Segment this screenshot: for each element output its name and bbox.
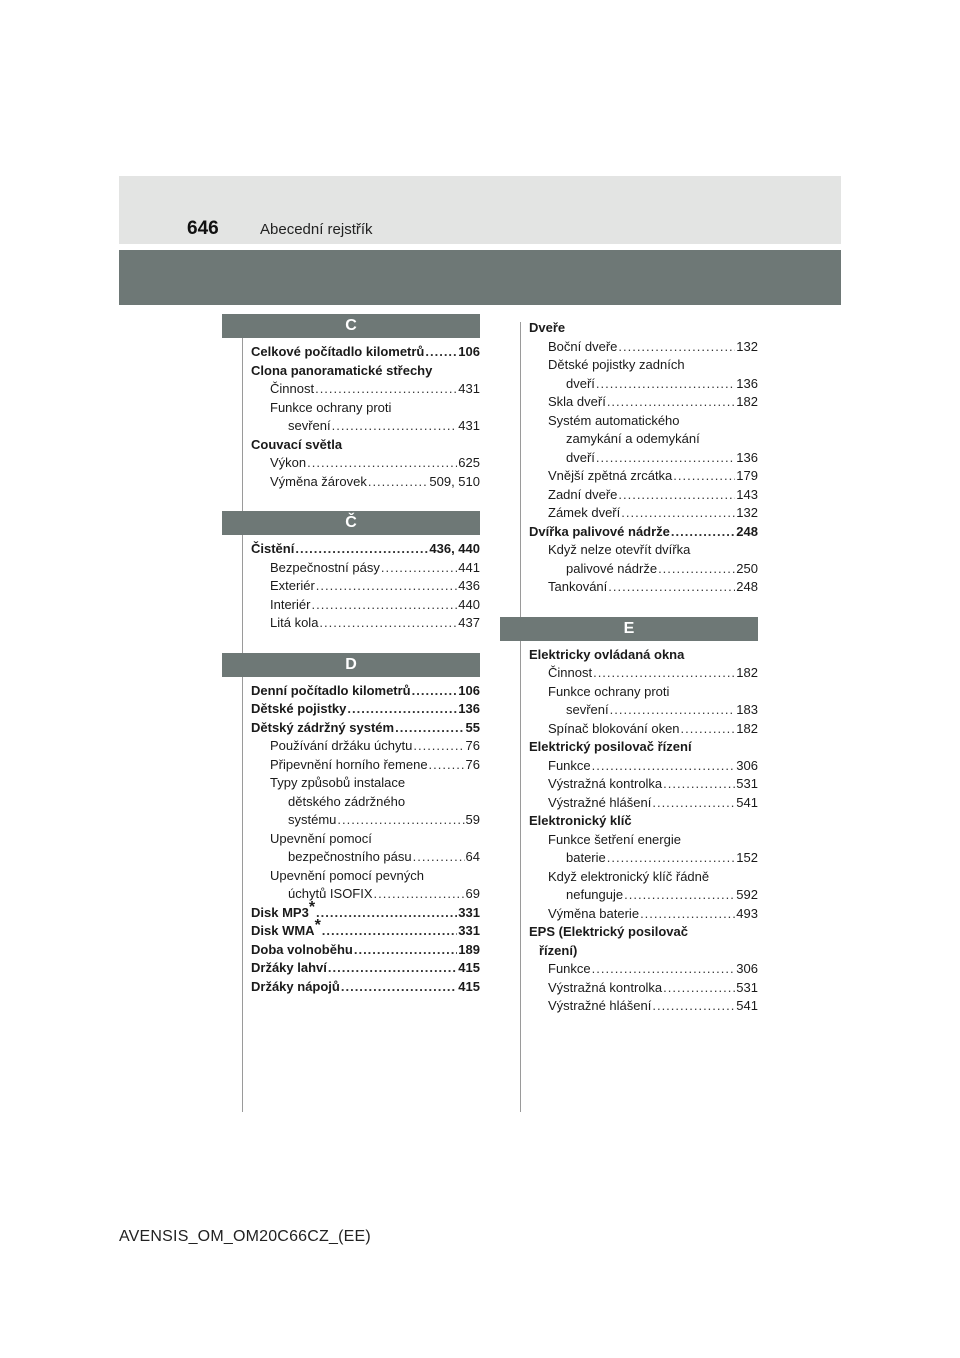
index-entry [251,756,480,775]
dot-leader [652,794,735,813]
index-entry-text: bezpečnostního pásu [288,849,412,864]
index-entry [251,559,480,578]
index-column-right [529,319,758,1016]
index-entry-text: Výkon [270,455,307,470]
page-title: Abecední rejstřík [260,221,373,238]
index-entry [529,923,758,942]
index-entry-text: Elektrický posilovač řízení [529,739,692,754]
index-entry-text: EPS (Elektrický posilovač [529,924,688,939]
index-page-number: 59 [465,812,480,827]
dot-leader [337,811,464,830]
index-entry [529,960,758,979]
dot-leader [610,701,736,720]
dot-leader [596,375,735,394]
index-entry-text: baterie [566,850,606,865]
index-entry-text: Dětské pojistky [251,701,347,716]
dot-leader [395,719,464,738]
index-page-number: 136 [736,449,758,465]
index-entry-text: Boční dveře [548,338,618,354]
section-bar [119,250,841,305]
index-entry-text: Litá kola [270,615,319,630]
index-entry-text: Připevnění horního řemene [270,756,428,772]
dot-leader [322,922,458,941]
dot-leader [593,664,735,683]
index-entry [251,614,480,633]
index-entry [529,523,758,542]
index-entry [529,486,758,505]
index-entry-text: Držáky nápojů [251,978,340,994]
index-entry-text: Funkce [548,757,591,773]
index-entry [529,541,758,560]
index-entry [529,720,758,739]
index-entry [251,917,480,941]
index-page-number: 189 [458,941,480,957]
index-entry [529,449,758,468]
footnote-star: * [314,917,321,934]
footer-code: AVENSIS_OM_OM20C66CZ_(EE) [119,1228,371,1245]
index-entry [529,886,758,905]
index-entry [529,356,758,375]
dot-leader [618,338,735,357]
index-letter-heading: D [222,653,480,677]
index-entry-text: Clona panoramatické střechy [251,362,433,378]
index-entry-text: dětského zádržného [288,793,406,809]
index-page-number: 76 [465,738,480,753]
dot-leader [592,960,736,979]
index-entry [529,683,758,702]
index-entry-text: Bezpečnostní pásy [270,559,380,575]
index-entry [529,775,758,794]
index-page-number: 431 [458,381,480,396]
index-entry [251,454,480,473]
index-entry [251,436,480,455]
index-entry-text: systému [288,812,337,827]
index-page-number: 136 [458,701,480,716]
header-band [119,176,841,244]
index-entry-text: Výstražné hlášení [548,998,652,1013]
index-entry-text: Výměna žárovek [270,473,367,489]
index-entry-text: Výstražné hlášení [548,794,652,810]
dot-leader [658,560,735,579]
index-page-number: 306 [736,757,758,773]
index-page-number: 106 [458,344,480,359]
index-entry-text: Upevnění pomocí [270,830,372,846]
dot-leader [652,997,735,1016]
dot-leader [295,540,428,559]
index-page-number: 625 [458,455,480,470]
index-entry [251,473,480,492]
index-entry-text: Celkové počítadlo kilometrů [251,344,425,359]
index-entry-text: sevření [566,702,609,717]
dot-leader [319,614,457,633]
index-entry [251,774,480,793]
index-entry [529,375,758,394]
index-entry-text: Když nelze otevřít dvířka [548,542,691,557]
index-entry-text: Exteriér [270,578,315,593]
index-entry-text: Držáky lahví [251,960,327,975]
index-entry-text: úchytů ISOFIX [288,886,373,901]
right-column-rule [520,322,521,1112]
index-entry-text: Funkce šetření energie [548,831,681,847]
index-entry-text: Funkce ochrany proti [270,399,392,415]
index-page-number: 415 [458,960,480,975]
index-page-number: 106 [458,682,480,698]
index-letter-heading: C [222,314,480,338]
index-entry [251,343,480,362]
dot-leader [671,523,735,542]
index-page-number: 493 [736,905,758,921]
index-page-number: 437 [458,615,480,630]
index-page-number: 182 [736,394,758,409]
index-page-number: 541 [736,794,758,810]
index-entry-text: Výměna baterie [548,905,640,921]
dot-leader [374,885,465,904]
index-column-left [251,314,480,996]
index-page-number: 436, 440 [429,541,480,556]
index-entry [251,700,480,719]
index-page-number: 531 [736,776,758,791]
dot-leader [311,596,457,615]
index-entry [529,757,758,776]
dot-leader [624,886,735,905]
index-entry-text: Systém automatického [548,412,680,428]
index-entry-text: Dvířka palivové nádrže [529,523,670,539]
section-gap [529,597,758,617]
index-page-number: 531 [736,979,758,995]
index-page-number: 431 [458,418,480,433]
dot-leader [347,700,457,719]
index-entry [529,997,758,1016]
index-entry-text: Spínač blokování oken [548,720,680,736]
index-page-number: 55 [465,719,480,735]
index-page-number: 182 [736,665,758,680]
dot-leader [607,393,735,412]
index-entry [251,885,480,904]
index-entry-text: Elektronický klíč [529,813,632,828]
index-page-number: 76 [465,756,480,772]
index-entry [529,338,758,357]
index-entry [529,393,758,412]
index-page-number: 69 [465,886,480,901]
index-entry-text: Když elektronický klíč řádně [548,868,710,884]
index-page-number: 132 [736,338,758,354]
index-entry [529,701,758,720]
index-entry-text: sevření [288,418,331,433]
index-entry [251,978,480,997]
dot-leader [673,467,735,486]
index-entry-text: Čistění [251,541,295,556]
dot-leader [413,848,465,867]
dot-leader [621,504,735,523]
index-entry-text: Elektricky ovládaná okna [529,646,685,662]
dot-leader [592,757,736,776]
index-entry-text: Dětské pojistky zadních [548,357,685,372]
left-column-rule [242,322,243,1112]
dot-leader [429,756,465,775]
index-entry [529,430,758,449]
index-page-number: 248 [736,579,758,594]
dot-leader [381,559,457,578]
index-page-number: 136 [736,375,758,391]
dot-leader [316,904,457,923]
index-entry [529,664,758,683]
index-entry [251,362,480,381]
index-entry-text: Dětský zádržný systém [251,719,395,735]
index-entry-text: Funkce [548,961,591,976]
index-page-number: 509, 510 [429,473,480,489]
index-entry-text: Zámek dveří [548,505,621,520]
dot-leader [307,454,457,473]
index-entry-text: nefunguje [566,887,624,902]
index-entry [251,811,480,830]
index-entry [251,898,480,923]
index-page-number: 440 [458,596,480,612]
index-entry [529,578,758,597]
dot-leader [618,486,735,505]
index-page-number: 143 [736,486,758,502]
index-entry-text: řízení) [539,942,578,958]
index-page-number: 248 [736,523,758,539]
index-entry [251,540,480,559]
index-entry [529,942,758,961]
index-entry-text: zamykání a odemykání [566,431,700,446]
index-entry [529,868,758,887]
index-entry [529,646,758,665]
index-entry [251,399,480,418]
index-entry-text: Výstražná kontrolka [548,776,663,791]
index-entry [529,560,758,579]
footnote-star: * [308,898,316,916]
index-entry [251,596,480,615]
index-page-number: 179 [736,468,758,483]
index-page-number: 64 [465,849,480,864]
section-gap [251,491,480,511]
index-entry [529,812,758,831]
index-entry [529,905,758,924]
dot-leader [368,473,429,492]
index-entry-text: Disk MP3 [251,904,309,920]
index-page-number: 152 [736,850,758,865]
index-entry [251,959,480,978]
index-entry-text: Činnost [270,381,315,396]
dot-leader [640,905,735,924]
index-entry [251,577,480,596]
dot-leader [341,978,457,997]
index-page-number: 436 [458,578,480,593]
index-page-number: 183 [736,702,758,717]
index-entry-text: Výstražná kontrolka [548,979,663,995]
index-entry [529,504,758,523]
index-entry-text: Interiér [270,596,311,612]
index-entry-text: Funkce ochrany proti [548,683,670,699]
section-gap [251,633,480,653]
index-letter-heading: E [500,617,758,641]
index-entry-text: Couvací světla [251,436,343,452]
index-page-number: 306 [736,961,758,976]
dot-leader [425,343,457,362]
index-entry [529,849,758,868]
index-page-number: 415 [458,978,480,994]
index-entry-text: dveří [566,375,595,391]
index-page-number: 132 [736,505,758,520]
index-page-number: 592 [736,887,758,902]
page-number: 646 [187,218,219,239]
index-entry [529,738,758,757]
index-entry [529,319,758,338]
index-page-number: 541 [736,998,758,1013]
index-page-number: 441 [458,559,480,575]
index-entry [251,380,480,399]
index-entry-text: Používání držáku úchytu [270,738,413,753]
index-entry-text: dveří [566,449,595,465]
dot-leader [681,720,736,739]
index-entry-text: Zadní dveře [548,486,618,502]
index-entry [529,412,758,431]
index-entry-text: Skla dveří [548,394,606,409]
index-page-number: 182 [736,720,758,736]
index-entry [251,719,480,738]
index-entry [251,417,480,436]
index-page-number: 331 [458,904,480,920]
index-page-number: 331 [458,923,480,938]
dot-leader [354,941,457,960]
index-entry [251,682,480,701]
index-entry-text: Tankování [548,579,608,594]
index-entry-text: Dveře [529,320,566,335]
dot-leader [412,682,458,701]
index-entry [251,941,480,960]
index-entry [529,467,758,486]
dot-leader [607,849,736,868]
index-entry-text: Denní počítadlo kilometrů [251,682,411,698]
index-entry-text: Disk WMA [251,923,315,938]
dot-leader [413,737,464,756]
dot-leader [608,578,735,597]
dot-leader [316,577,458,596]
index-entry [529,794,758,813]
index-entry [251,867,480,886]
dot-leader [315,380,457,399]
index-entry [251,737,480,756]
dot-leader [596,449,735,468]
dot-leader [328,959,457,978]
index-page-number: 250 [736,560,758,576]
index-entry [251,793,480,812]
index-entry-text: Typy způsobů instalace [270,775,406,790]
index-entry-text: Činnost [548,665,593,680]
index-entry-text: Upevnění pomocí pevných [270,867,424,883]
index-entry-text: Vnější zpětná zrcátka [548,468,673,483]
index-entry [529,831,758,850]
dot-leader [332,417,458,436]
index-entry [529,979,758,998]
index-entry [251,830,480,849]
dot-leader [663,979,735,998]
dot-leader [663,775,735,794]
index-letter-heading: Č [222,511,480,535]
index-entry [251,848,480,867]
index-entry-text: palivové nádrže [566,560,658,576]
index-entry-text: Doba volnoběhu [251,941,353,957]
